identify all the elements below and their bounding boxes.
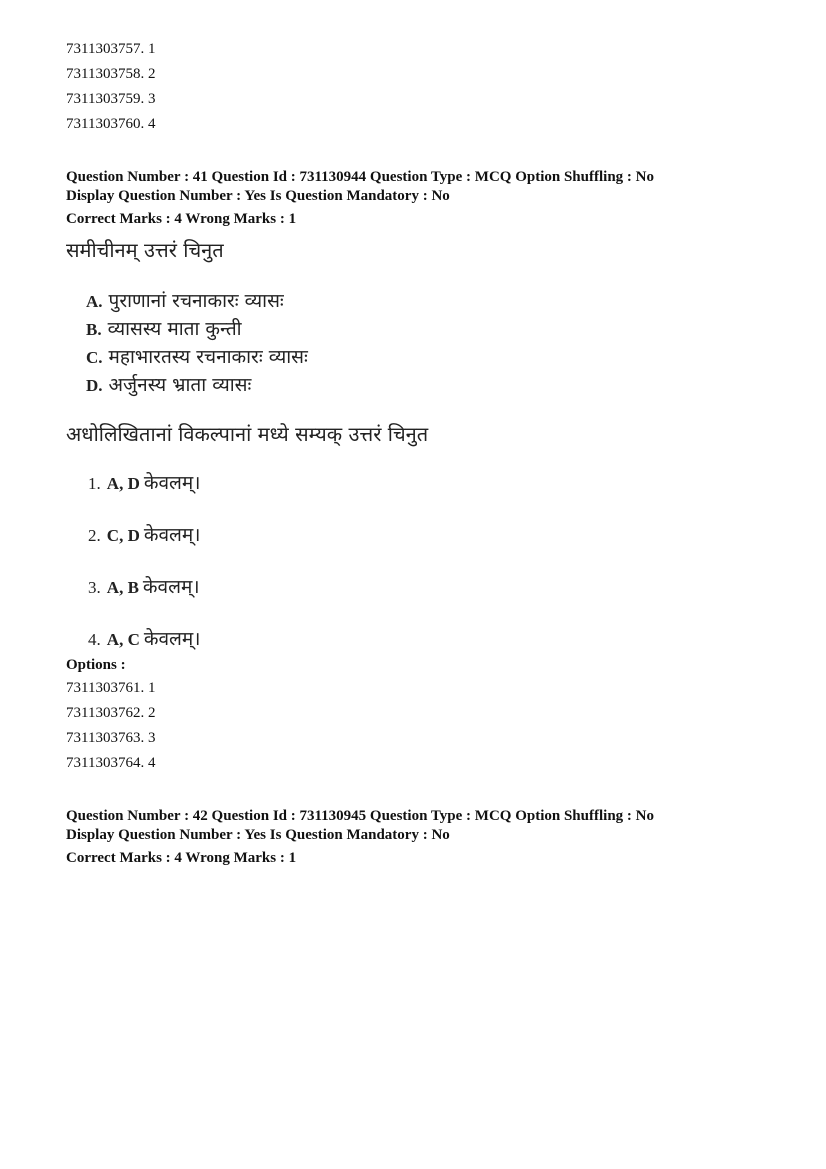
statement-letter: B. <box>86 320 102 339</box>
option-id-line: 7311303763. 3 <box>66 730 156 746</box>
q41-marks: Correct Marks : 4 Wrong Marks : 1 <box>66 211 297 227</box>
choice-text: केवलम्। <box>143 628 201 650</box>
option-id-line: 7311303762. 2 <box>66 705 156 721</box>
option-id-line: 7311303759. 3 <box>66 91 156 107</box>
statement-letter: D. <box>86 376 103 395</box>
choice-3 <box>88 573 200 599</box>
q42-meta-line1: Question Number : 42 Question Id : 731130945 Question Type : MCQ Option Shuffling : No <box>66 808 654 824</box>
statement-text: पुराणानां रचनाकारः व्यासः <box>108 290 284 312</box>
choice-number: 3. <box>88 578 101 597</box>
q42-meta-line2: Display Question Number : Yes Is Question Mandatory : No <box>66 827 450 843</box>
option-id-line: 7311303764. 4 <box>66 755 156 771</box>
statement-letter: A. <box>86 292 103 311</box>
statement-d <box>86 371 251 397</box>
statement-b <box>86 315 242 341</box>
choice-text: केवलम्। <box>143 472 201 494</box>
choice-text: केवलम्। <box>143 524 201 546</box>
q41-meta-line1: Question Number : 41 Question Id : 731130944 Question Type : MCQ Option Shuffling : No <box>66 169 654 185</box>
choice-1 <box>88 469 200 495</box>
option-id-line: 7311303758. 2 <box>66 66 156 82</box>
choice-letters: A, B <box>106 578 139 597</box>
statement-c <box>86 343 308 369</box>
q41-question-text: समीचीनम् उत्तरं चिनुत <box>66 238 224 262</box>
statement-text: अर्जुनस्य भ्राता व्यासः <box>108 374 252 396</box>
q41-instruction: अधोलिखितानां विकल्पानां मध्ये सम्यक् उत्तरं चिनुत <box>66 422 429 446</box>
statement-text: महाभारतस्य रचनाकारः व्यासः <box>108 346 308 368</box>
q41-meta-line2: Display Question Number : Yes Is Question Mandatory : No <box>66 188 450 204</box>
choice-4 <box>88 625 200 651</box>
statement-a <box>86 287 284 313</box>
options-label: Options : <box>66 657 126 673</box>
choice-letters: A, C <box>106 630 140 649</box>
choice-number: 1. <box>88 474 101 493</box>
choice-text: केवलम्। <box>142 576 200 598</box>
choice-letters: A, D <box>106 474 140 493</box>
option-id-line: 7311303760. 4 <box>66 116 156 132</box>
statement-text: व्यासस्य माता कुन्ती <box>107 318 242 340</box>
choice-number: 2. <box>88 526 101 545</box>
option-id-line: 7311303761. 1 <box>66 680 156 696</box>
statement-letter: C. <box>86 348 103 367</box>
choice-2 <box>88 521 200 547</box>
choice-letters: C, D <box>106 526 140 545</box>
option-id-line: 7311303757. 1 <box>66 41 156 57</box>
q42-marks: Correct Marks : 4 Wrong Marks : 1 <box>66 850 297 866</box>
choice-number: 4. <box>88 630 101 649</box>
